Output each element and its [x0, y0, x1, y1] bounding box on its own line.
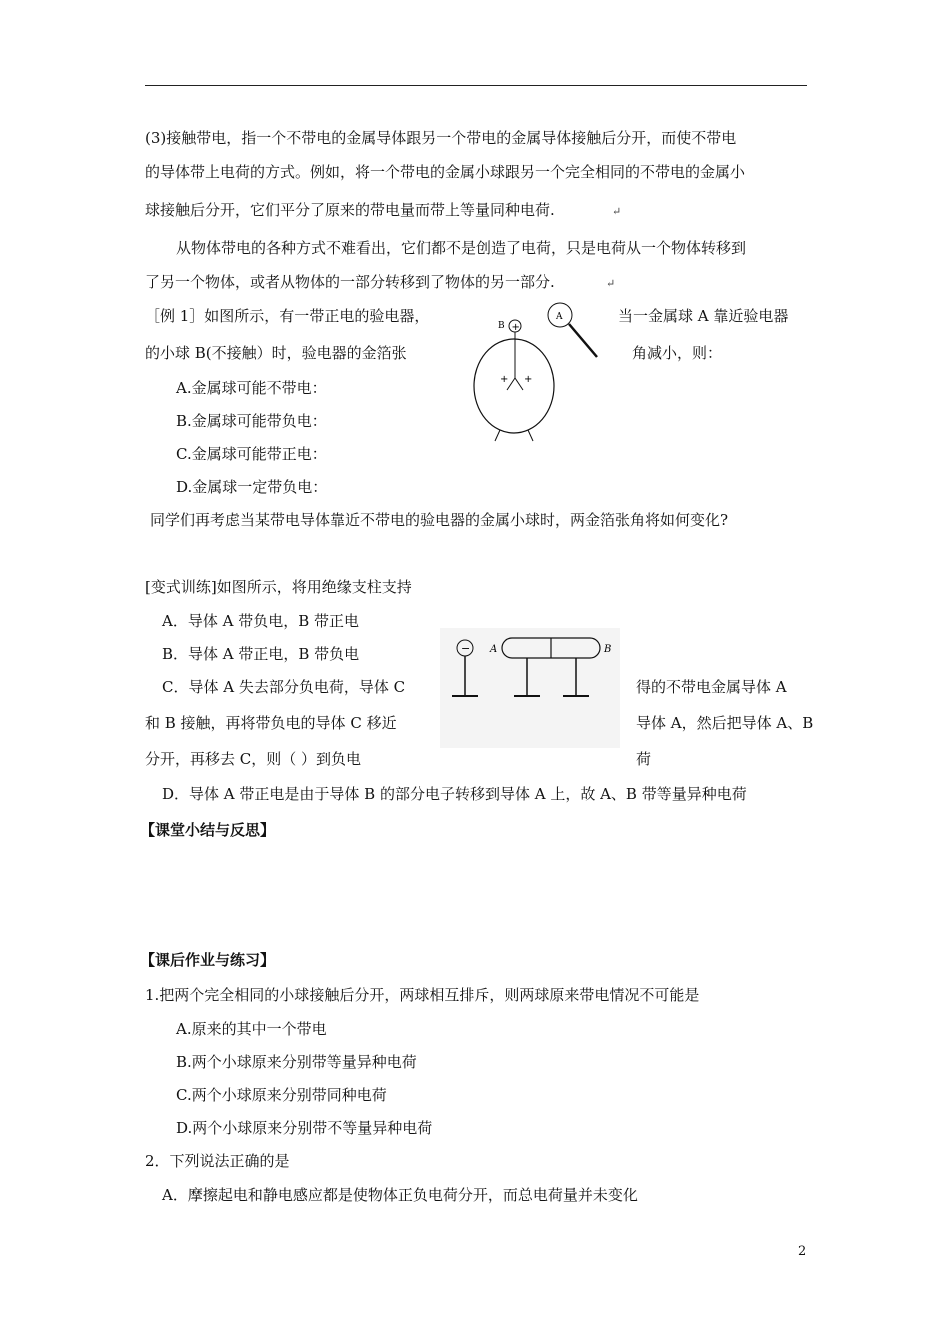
summary-para-line1: 从物体带电的各种方式不难看出，它们都不是创造了电荷，只是电荷从一个物体转移到	[176, 239, 747, 257]
q1-option-a: A.原来的其中一个带电	[176, 1020, 327, 1038]
variant-option-c-right: 得的不带电金属导体 A	[636, 678, 787, 696]
example1-stem-left1: ［例 1］如图所示，有一带正电的验电器，	[145, 307, 430, 325]
q1-option-b: B.两个小球原来分别带等量异种电荷	[176, 1053, 417, 1071]
section3-line1: (3)接触带电，指一个不带电的金属导体跟另一个带电的金属导体接触后分开，而使不带电	[145, 129, 737, 147]
example1-stem-right1: 当一金属球 A 靠近验电器	[618, 307, 789, 325]
section3-line3: 球接触后分开，它们平分了原来的带电量而带上等量同种电荷.	[145, 201, 555, 219]
class-summary-heading: 【课堂小结与反思】	[140, 821, 276, 839]
example1-option-c: C.金属球可能带正电：	[176, 445, 327, 463]
variant-option-a: A．导体 A 带负电，B 带正电	[162, 612, 359, 630]
q1-option-d: D.两个小球原来分别带不等量异种电荷	[176, 1119, 433, 1137]
example1-option-a: A.金属球可能不带电：	[176, 379, 327, 397]
label-b: B	[498, 321, 505, 331]
example1-option-d: D.金属球一定带负电：	[176, 478, 328, 496]
plus-sign-right-leaf: +	[524, 374, 533, 385]
plus-sign-left-leaf: +	[500, 374, 509, 385]
variant-line2-right: 导体 A，然后把导体 A、B	[636, 714, 814, 732]
variant-option-b: B．导体 A 带正电，B 带负电	[162, 645, 360, 663]
variant-line3-right: 荷	[636, 750, 652, 768]
label-a: A	[556, 312, 563, 322]
homework-heading: 【课后作业与练习】	[140, 951, 276, 969]
follow-up-question: 同学们再考虑当某带电导体靠近不带电的验电器的金属小球时，两金箔张角将如何变化?	[150, 511, 729, 529]
minus-sign: −	[461, 642, 471, 655]
paragraph-mark-icon: ↵	[612, 205, 622, 218]
plus-sign-ball: +	[511, 322, 520, 333]
example1-stem-right2: 角减小，则：	[632, 344, 723, 362]
variant-title: [变式训练]如图所示，将用绝缘支柱支持	[145, 578, 412, 596]
variant-line3-left: 分开，再移去 C，则（ ）到负电	[145, 750, 362, 768]
q2-option-a: A．摩擦起电和静电感应都是使物体正负电荷分开，而总电荷量并未变化	[162, 1186, 638, 1204]
example1-stem-left2: 的小球 B(不接触）时，验电器的金箔张	[145, 344, 407, 362]
electroscope-figure	[470, 300, 605, 448]
variant-option-d: D．导体 A 带正电是由于导体 B 的部分电子转移到导体 A 上，故 A、B 带等量异种电荷	[162, 785, 747, 803]
q1-stem: 1.把两个完全相同的小球接触后分开，两球相互排斥，则两球原来带电情况不可能是	[145, 986, 700, 1004]
paragraph-mark-icon: ↵	[606, 277, 616, 290]
example1-option-b: B.金属球可能带负电：	[176, 412, 327, 430]
page-number: 2	[798, 1244, 807, 1259]
label-conductor-b: B	[604, 644, 612, 655]
header-rule	[145, 85, 807, 86]
section3-line2: 的导体带上电荷的方式。例如，将一个带电的金属小球跟另一个完全相同的不带电的金属小	[145, 163, 746, 181]
q1-option-c: C.两个小球原来分别带同种电荷	[176, 1086, 387, 1104]
q2-stem: 2．下列说法正确的是	[145, 1152, 290, 1170]
label-conductor-a: A	[490, 644, 498, 655]
variant-option-c-left: C．导体 A 失去部分负电荷，导体 C	[162, 678, 406, 696]
variant-line2-left: 和 B 接触，再将带负电的导体 C 移近	[145, 714, 397, 732]
summary-para-line2: 了另一个物体，或者从物体的一部分转移到了物体的另一部分.	[145, 273, 555, 291]
conductors-figure	[440, 628, 620, 748]
